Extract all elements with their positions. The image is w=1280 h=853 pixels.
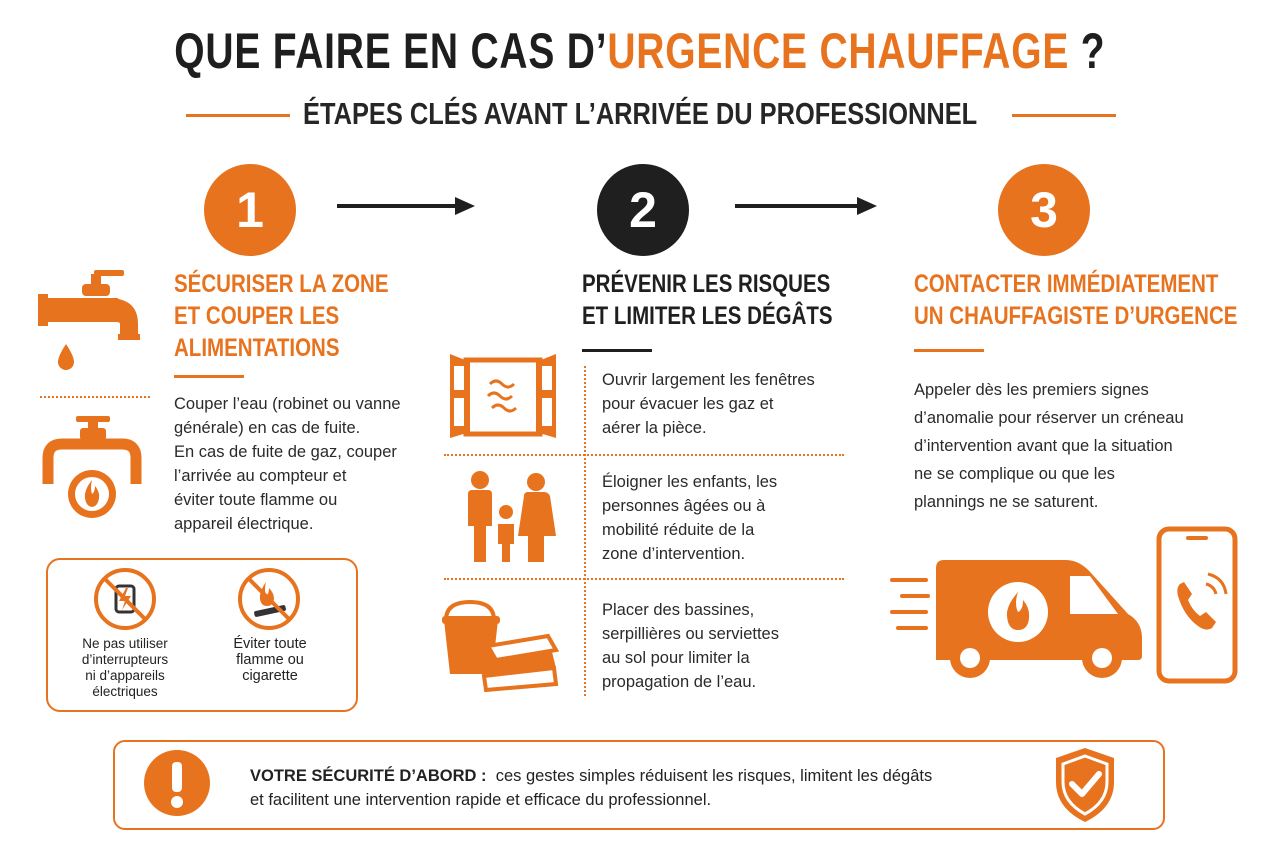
faucet-water-drop-icon (36, 268, 148, 376)
divider (444, 578, 844, 580)
arrow-right-icon (335, 192, 477, 220)
step-2-title: PRÉVENIR LES RISQUES ET LIMITER LES DÉGÂTS (582, 270, 833, 330)
divider (40, 396, 150, 398)
smartphone-call-icon (1156, 526, 1238, 684)
step-2-item-2: Éloigner les enfants, les personnes âgées ou à mobilité réduite de la zone d’intervention. (602, 473, 778, 563)
open-window-icon (448, 352, 558, 438)
step-2-rule (582, 349, 652, 352)
arrow-right-icon (733, 192, 879, 220)
warning-label-switch: Ne pas utiliser d’interrupteurs ni d’appareils électriques (81, 636, 169, 699)
step-2-item-1: Ouvrir largement les fenêtres pour évacuer les gaz et aérer la pièce. (602, 371, 815, 437)
step-3-rule (914, 349, 984, 352)
step-3-number: 3 (998, 164, 1090, 256)
warning-label-flame: Éviter toute flamme ou cigarette (233, 636, 307, 684)
step-1-body: Couper l’eau (robinet ou vanne générale) en cas de fuite. En cas de fuite de gaz, couper l’arrivée au compteur et éviter toute flamme ou appareil électrique. (174, 395, 401, 533)
shield-check-icon (1052, 746, 1118, 824)
gas-valve-flame-icon (40, 414, 144, 524)
bucket-towels-icon (440, 596, 560, 692)
page-title: QUE FAIRE EN CAS D’URGENCE CHAUFFAGE ? (174, 23, 1106, 79)
footer-text: VOTRE SÉCURITÉ D’ABORD : ces gestes simples réduisent les risques, limitent les dégâts et facilitent une intervention rapide et efficace du professionnel. (250, 767, 933, 809)
no-electric-switch-icon (92, 566, 158, 632)
step-1-title: SÉCURISER LA ZONE ET COUPER LES ALIMENTATIONS (174, 270, 389, 362)
step-3-body: Appeler dès les premiers signes d’anomalie pour réserver un créneau d’intervention avant que la situation ne se complique ou que les plannings ne se saturent. (914, 381, 1184, 511)
divider (444, 454, 844, 456)
step-3-title: CONTACTER IMMÉDIATEMENT UN CHAUFFAGISTE D’URGENCE (914, 270, 1238, 330)
family-icon (458, 470, 558, 566)
divider (584, 366, 586, 696)
no-flame-cigarette-icon (236, 566, 302, 632)
step-2-item-3: Placer des bassines, serpillières ou serviettes au sol pour limiter la propagation de l’eau. (602, 601, 779, 691)
step-1-number: 1 (204, 164, 296, 256)
step-2-number: 2 (597, 164, 689, 256)
exclamation-icon (142, 748, 212, 818)
page-subtitle: ÉTAPES CLÉS AVANT L’ARRIVÉE DU PROFESSIONNEL (302, 96, 978, 131)
step-1-rule (174, 375, 244, 378)
service-van-icon (888, 556, 1144, 680)
